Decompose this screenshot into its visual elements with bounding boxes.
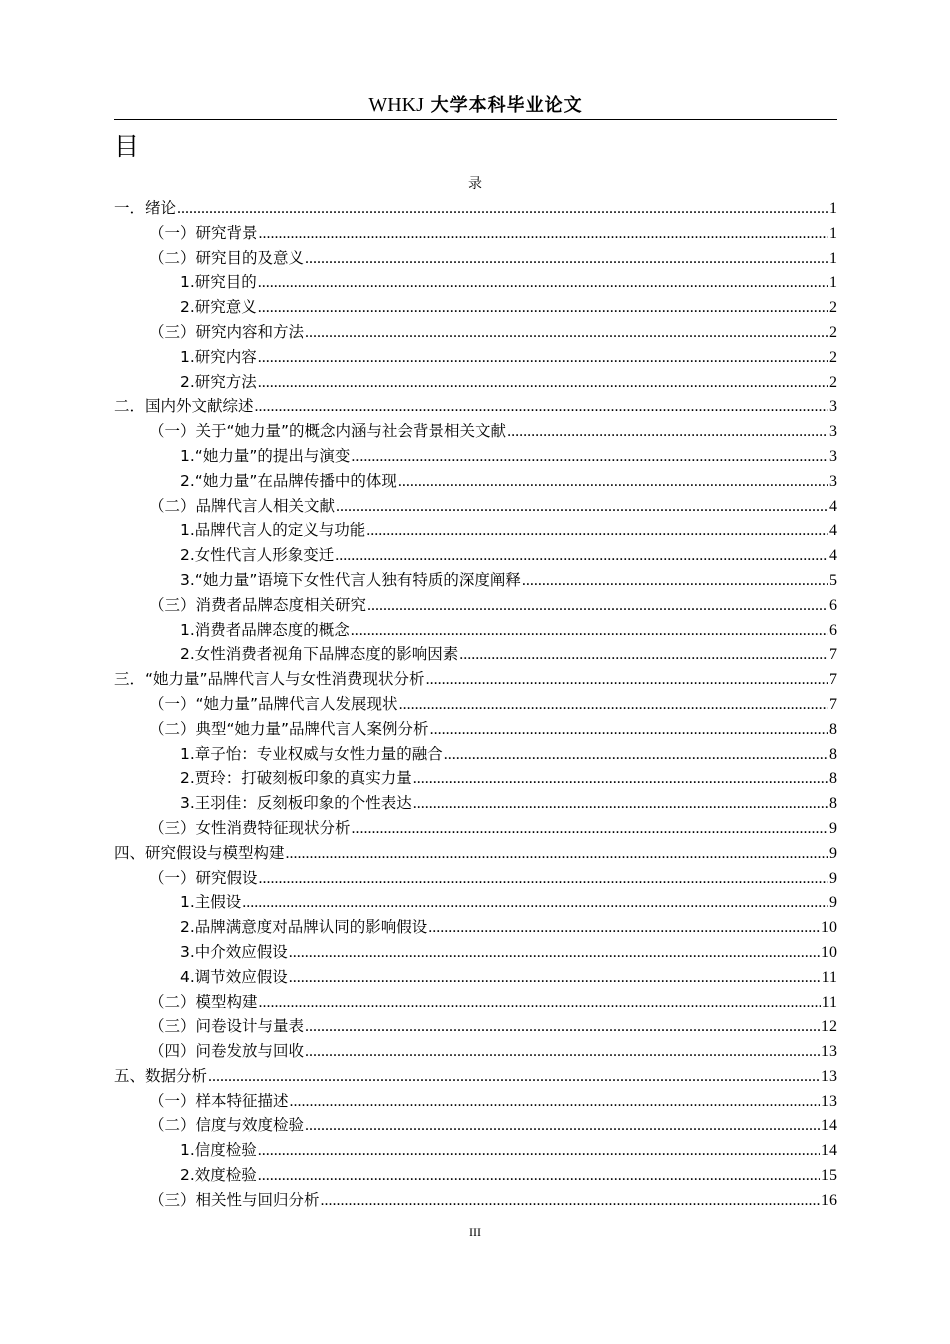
toc-entry-label: （三）相关性与回归分析 [149,1190,320,1209]
toc-entry-page: 8 [829,795,837,813]
toc-entry[interactable] [114,990,837,1015]
toc-title-main: 目 [114,132,140,161]
toc-entry[interactable] [114,1138,837,1163]
toc-entry-label: 2.品牌满意度对品牌认同的影响假设 [180,918,428,937]
dot-leader [259,867,828,892]
toc-entry-label: 3.王羽佳：反刻板印象的个性表达 [180,794,412,813]
toc-entry-label: 2.研究方法 [180,372,257,391]
toc-entry-page: 3 [829,423,837,441]
toc-entry-page: 3 [829,398,837,416]
toc-entry[interactable] [114,394,837,419]
toc-entry-page: 1 [829,200,837,217]
toc-entry[interactable] [114,965,837,990]
toc-entry-label: 一．绪论 [114,199,177,217]
toc-entry-page: 7 [829,671,837,689]
toc-list [114,196,837,1213]
toc-entry-page: 2 [829,299,837,317]
toc-entry-page: 9 [829,819,837,837]
dot-leader [259,222,828,247]
toc-entry-page: 3 [829,472,837,490]
toc-entry[interactable] [114,543,837,568]
toc-entry[interactable] [114,1064,837,1089]
toc-entry-page: 4 [829,497,837,515]
toc-entry-page: 4 [829,547,837,565]
toc-entry-page: 16 [821,1191,837,1209]
dot-leader [258,1139,820,1164]
toc-entry-label: 五、数据分析 [114,1066,208,1085]
toc-entry-label: （四）问卷发放与回收 [149,1042,305,1061]
toc-entry[interactable] [114,1014,837,1039]
header-rule [114,119,837,120]
toc-entry[interactable] [114,618,837,643]
toc-entry-page: 15 [821,1167,837,1185]
dot-leader [507,420,828,445]
dot-leader [352,817,828,842]
dot-leader [522,569,828,594]
toc-entry[interactable] [114,890,837,915]
toc-entry-label: 3.中介效应假设 [180,942,288,961]
toc-entry[interactable] [114,866,837,891]
toc-entry-label: （二）信度与效度检验 [149,1116,305,1135]
toc-entry-label: （二）典型“她力量”品牌代言人案例分析 [149,719,429,738]
toc-entry-label: （一）样本特征描述 [149,1091,289,1110]
page-number: III [469,1225,481,1239]
toc-title-sub: 录 [468,176,482,192]
toc-entry-label: （一）研究假设 [149,868,258,887]
dot-leader [335,544,828,569]
toc-entry[interactable] [114,742,837,767]
toc-entry-label: 1.主假设 [180,893,242,912]
toc-entry[interactable] [114,196,837,221]
toc-entry-page: 13 [821,1043,837,1061]
toc-entry-label: （二）模型构建 [149,992,258,1011]
dot-leader [305,247,828,272]
toc-entry[interactable] [114,593,837,618]
dot-leader [258,271,828,296]
toc-entry-label: 1.研究内容 [180,347,257,366]
header-latin: WHKJ [368,94,424,116]
toc-entry-page: 9 [829,869,837,887]
toc-entry-label: 2.贾玲：打破刻板印象的真实力量 [180,769,412,788]
toc-entry-label: （一）“她力量”品牌代言人发展现状 [149,694,398,713]
toc-entry[interactable] [114,568,837,593]
dot-leader [290,1090,820,1115]
toc-entry-label: 2.女性消费者视角下品牌态度的影响因素 [180,645,459,664]
toc-entry-label: （二）研究目的及意义 [149,248,305,267]
toc-entry[interactable] [114,246,837,271]
toc-entry[interactable] [114,469,837,494]
toc-entry-page: 7 [829,695,837,713]
toc-entry-page: 1 [829,249,837,267]
toc-entry-page: 12 [821,1018,837,1036]
dot-leader [258,371,828,396]
dot-leader [305,1114,820,1139]
toc-entry[interactable] [114,320,837,345]
toc-entry[interactable] [114,1089,837,1114]
toc-entry-label: （二）品牌代言人相关文献 [149,496,336,515]
dot-leader [305,1040,820,1065]
toc-entry-page: 2 [829,348,837,366]
toc-entry-page: 8 [829,745,837,763]
dot-leader [289,941,820,966]
toc-entry-page: 9 [829,894,837,912]
toc-entry-label: 2.效度检验 [180,1166,257,1185]
toc-entry-page: 14 [821,1117,837,1135]
toc-entry-label: （三）消费者品牌态度相关研究 [149,595,367,614]
toc-entry-label: 二．国内外文献综述 [114,397,254,416]
toc-entry[interactable] [114,667,837,692]
toc-entry[interactable] [114,841,837,866]
dot-leader [336,495,828,520]
toc-entry[interactable] [114,642,837,667]
dot-leader [428,916,820,941]
dot-leader [399,693,828,718]
toc-entry-page: 13 [821,1092,837,1110]
toc-entry-label: 2.研究意义 [180,298,257,317]
toc-entry-page: 11 [821,993,837,1011]
header-title: 大学本科毕业论文 [430,95,583,116]
dot-leader [413,792,828,817]
dot-leader [286,842,828,867]
toc-entry-page: 2 [829,323,837,341]
toc-entry-page: 14 [821,1142,837,1160]
toc-entry-page: 8 [829,770,837,788]
toc-entry-label: （一）关于“她力量”的概念内涵与社会背景相关文献 [149,422,507,441]
toc-entry[interactable] [114,1188,837,1213]
toc-entry[interactable] [114,692,837,717]
toc-entry-page: 3 [829,447,837,465]
dot-leader [351,445,828,470]
toc-entry-page: 6 [829,596,837,614]
toc-entry[interactable] [114,295,837,320]
toc-entry-page: 10 [821,919,837,937]
dot-leader [258,346,828,371]
dot-leader [289,966,821,991]
dot-leader [413,767,828,792]
toc-entry[interactable] [114,915,837,940]
dot-leader [258,296,828,321]
toc-entry-label: 1.章子怡：专业权威与女性力量的融合 [180,744,443,763]
toc-entry[interactable] [114,816,837,841]
toc-entry-page: 1 [829,274,837,292]
toc-entry-label: 1.品牌代言人的定义与功能 [180,521,366,540]
toc-entry-page: 10 [821,943,837,961]
dot-leader [426,668,828,693]
toc-entry[interactable] [114,494,837,519]
dot-leader [258,1164,820,1189]
dot-leader [459,643,828,668]
toc-entry-page: 6 [829,621,837,639]
dot-leader [321,1189,820,1214]
toc-entry[interactable] [114,717,837,742]
dot-leader [255,395,828,420]
toc-entry[interactable] [114,345,837,370]
toc-entry[interactable] [114,270,837,295]
toc-entry[interactable] [114,1113,837,1138]
toc-entry-page: 4 [829,522,837,540]
toc-entry-label: （三）研究内容和方法 [149,322,305,341]
toc-entry-page: 7 [829,646,837,664]
toc-entry-page: 13 [821,1067,837,1085]
dot-leader [367,594,828,619]
toc-entry-label: 1.信度检验 [180,1141,257,1160]
toc-entry-page: 2 [829,373,837,391]
dot-leader [259,991,821,1016]
page-header [114,92,837,119]
toc-entry[interactable] [114,419,837,444]
dot-leader [242,891,828,916]
dot-leader [398,470,828,495]
toc-entry-page: 8 [829,720,837,738]
toc-entry[interactable] [114,791,837,816]
toc-entry-label: 1.“她力量”的提出与演变 [180,446,351,465]
toc-entry[interactable] [114,1039,837,1064]
toc-entry-label: 1.消费者品牌态度的概念 [180,620,350,639]
toc-entry-label: 1.研究目的 [180,273,257,292]
toc-entry-label: （三）问卷设计与量表 [149,1017,305,1036]
toc-entry[interactable] [114,940,837,965]
toc-entry-page: 11 [821,968,837,986]
dot-leader [305,1015,820,1040]
dot-leader [177,197,828,222]
toc-entry[interactable] [114,370,837,395]
toc-entry-label: 4.调节效应假设 [180,967,288,986]
toc-entry[interactable] [114,518,837,543]
dot-leader [208,1065,820,1090]
toc-entry[interactable] [114,766,837,791]
toc-entry[interactable] [114,221,837,246]
toc-entry-label: 三．“她力量”品牌代言人与女性消费现状分析 [114,670,425,689]
toc-entry-label: 四、研究假设与模型构建 [114,843,285,862]
dot-leader [444,743,828,768]
toc-entry[interactable] [114,1163,837,1188]
dot-leader [430,718,828,743]
toc-entry-label: （三）女性消费特征现状分析 [149,818,351,837]
toc-entry-page: 5 [829,571,837,589]
toc-entry-label: （一）研究背景 [149,223,258,242]
toc-entry-label: 2.“她力量”在品牌传播中的体现 [180,471,397,490]
toc-entry[interactable] [114,444,837,469]
dot-leader [305,321,828,346]
toc-entry-page: 1 [829,224,837,242]
dot-leader [351,619,828,644]
toc-entry-label: 3.“她力量”语境下女性代言人独有特质的深度阐释 [180,570,521,589]
toc-entry-page: 9 [829,844,837,862]
toc-entry-label: 2.女性代言人形象变迁 [180,546,335,565]
dot-leader [366,519,828,544]
